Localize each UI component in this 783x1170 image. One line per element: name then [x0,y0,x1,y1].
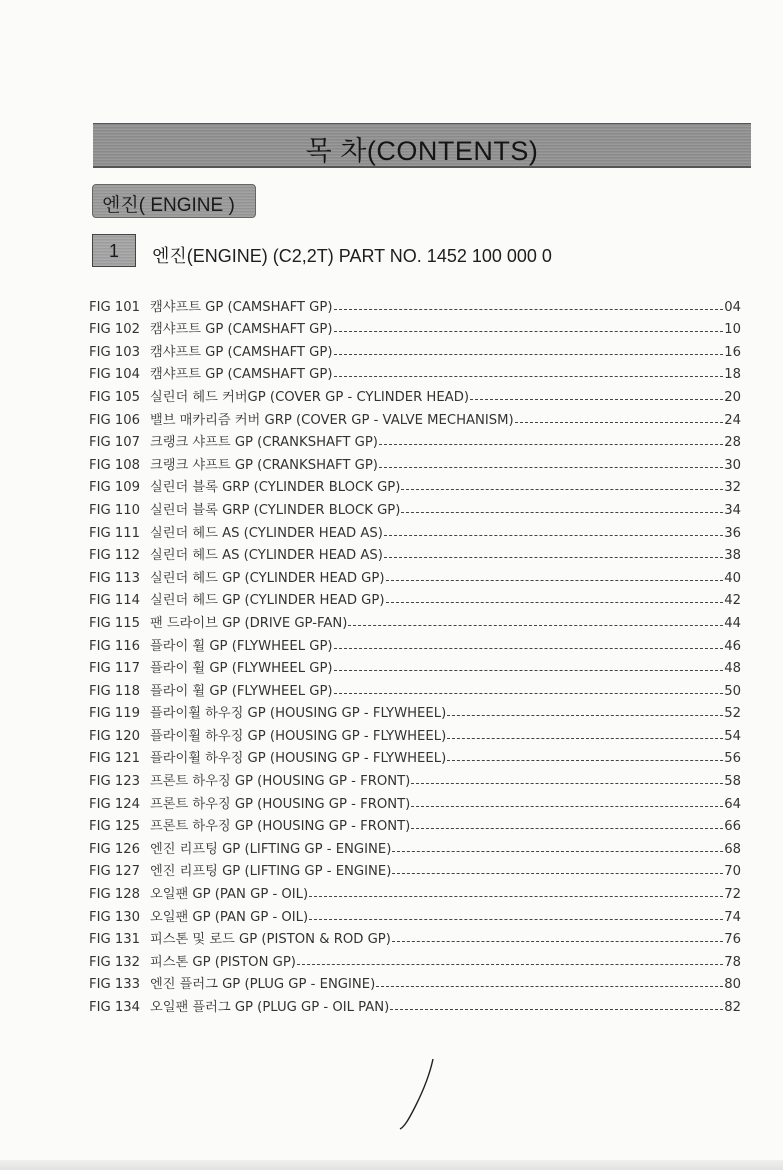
toc-entry [89,563,741,586]
handwritten-mark [392,1055,442,1135]
toc-entry [89,744,741,767]
toc-fig-number: FIG 130 [89,909,141,925]
toc-entry [89,699,741,722]
toc-entry [89,947,741,970]
toc-page-number: 50 [724,683,741,699]
toc-page-number: 58 [724,774,741,790]
toc-leader [334,670,723,671]
toc-title: 크랭크 샤프트 GP (CRANKSHAFT GP) [150,435,378,451]
toc-title: 프론트 하우징 GP (HOUSING GP - FRONT) [150,796,411,812]
toc-leader [386,602,724,603]
toc-leader [411,806,723,807]
toc-entry [89,405,741,428]
toc-page-number: 74 [724,909,741,925]
table-of-contents [89,292,741,1015]
toc-fig-number: FIG 131 [89,932,141,948]
toc-fig-number: FIG 134 [89,1000,141,1015]
toc-page-number: 56 [724,751,741,767]
toc-page-number: 34 [724,502,741,518]
toc-title: 실린더 헤드 AS (CYLINDER HEAD AS) [150,548,383,564]
toc-page-number: 40 [724,570,741,586]
toc-leader [309,919,723,920]
contents-title: 목 차(CONTENTS) [305,136,539,166]
toc-fig-number: FIG 103 [89,344,141,360]
toc-fig-number: FIG 132 [89,954,141,970]
toc-title: 팬 드라이브 GP (DRIVE GP-FAN) [150,615,348,631]
toc-entry [89,360,741,383]
toc-fig-number: FIG 116 [89,638,141,654]
toc-fig-number: FIG 123 [89,774,141,790]
toc-title: 실린더 블록 GRP (CYLINDER BLOCK GP) [150,502,401,518]
toc-leader [384,557,723,558]
toc-leader [297,964,723,965]
toc-entry [89,518,741,541]
toc-entry [89,812,741,835]
toc-leader [392,873,723,874]
toc-page-number: 70 [724,864,741,880]
toc-title: 캠샤프트 GP (CAMSHAFT GP) [150,299,333,315]
toc-page-number: 80 [724,977,741,993]
contents-title-bar [93,123,751,168]
part-number: 1 [108,241,119,261]
toc-title: 밸브 매카리즘 커버 GRP (COVER GP - VALVE MECHANISM) [150,412,514,428]
toc-leader [379,467,723,468]
toc-entry [89,766,741,789]
toc-fig-number: FIG 115 [89,615,141,631]
toc-title: 실린더 헤드 AS (CYLINDER HEAD AS) [150,525,383,541]
toc-fig-number: FIG 133 [89,977,141,993]
toc-leader [348,625,723,626]
toc-leader [334,693,723,694]
toc-title: 플라이 휠 GP (FLYWHEEL GP) [150,661,333,677]
toc-entry [89,495,741,518]
toc-fig-number: FIG 112 [89,548,141,564]
toc-page-number: 44 [724,615,741,631]
toc-fig-number: FIG 126 [89,841,141,857]
toc-fig-number: FIG 113 [89,570,141,586]
toc-entry [89,541,741,564]
toc-page-number: 18 [724,367,741,383]
toc-leader [515,422,723,423]
toc-page-number: 48 [724,661,741,677]
toc-fig-number: FIG 124 [89,796,141,812]
toc-entry [89,473,741,496]
toc-entry [89,608,741,631]
toc-entry [89,676,741,699]
toc-fig-number: FIG 118 [89,683,141,699]
toc-entry [89,337,741,360]
toc-title: 실린더 헤드 GP (CYLINDER HEAD GP) [150,593,385,609]
part-number-box [92,234,136,267]
toc-leader [379,444,723,445]
toc-entry [89,631,741,654]
toc-page-number: 04 [724,299,741,315]
toc-page-number: 82 [724,1000,741,1015]
toc-leader [376,986,723,987]
toc-leader [392,941,723,942]
toc-fig-number: FIG 128 [89,887,141,903]
toc-page-number: 28 [724,435,741,451]
toc-page-number: 20 [724,389,741,405]
toc-leader [401,489,723,490]
toc-page-number: 76 [724,932,741,948]
toc-page-number: 52 [724,706,741,722]
toc-leader [447,760,723,761]
toc-leader [447,738,723,739]
scan-edge [0,1160,783,1170]
toc-fig-number: FIG 107 [89,435,141,451]
toc-entry [89,721,741,744]
toc-entry [89,315,741,338]
toc-fig-number: FIG 117 [89,661,141,677]
toc-page-number: 54 [724,728,741,744]
toc-leader [401,512,723,513]
toc-title: 플라이휠 하우징 GP (HOUSING GP - FLYWHEEL) [150,751,447,767]
toc-fig-number: FIG 111 [89,525,141,541]
toc-title: 피스톤 및 로드 GP (PISTON & ROD GP) [150,932,391,948]
toc-fig-number: FIG 109 [89,480,141,496]
toc-title: 프론트 하우징 GP (HOUSING GP - FRONT) [150,819,411,835]
toc-leader [334,331,724,332]
toc-fig-number: FIG 108 [89,457,141,473]
toc-fig-number: FIG 110 [89,502,141,518]
toc-leader [411,783,723,784]
toc-title: 엔진 리프팅 GP (LIFTING GP - ENGINE) [150,864,392,880]
toc-entry [89,992,741,1015]
toc-entry [89,586,741,609]
toc-leader [334,309,724,310]
toc-leader [334,376,724,377]
toc-entry [89,857,741,880]
toc-page-number: 32 [724,480,741,496]
toc-title: 실린더 헤드 GP (CYLINDER HEAD GP) [150,570,385,586]
toc-page-number: 10 [724,322,741,338]
toc-fig-number: FIG 104 [89,367,141,383]
toc-title: 플라이휠 하우징 GP (HOUSING GP - FLYWHEEL) [150,706,447,722]
toc-page-number: 42 [724,593,741,609]
toc-title: 엔진 플러그 GP (PLUG GP - ENGINE) [150,977,376,993]
toc-title: 프론트 하우징 GP (HOUSING GP - FRONT) [150,774,411,790]
toc-page-number: 38 [724,548,741,564]
toc-page-number: 36 [724,525,741,541]
toc-entry [89,834,741,857]
toc-title: 실린더 블록 GRP (CYLINDER BLOCK GP) [150,480,401,496]
toc-page-number: 64 [724,796,741,812]
toc-leader [309,896,723,897]
toc-title: 플라이휠 하우징 GP (HOUSING GP - FLYWHEEL) [150,728,447,744]
toc-title: 오일팬 플러그 GP (PLUG GP - OIL PAN) [150,1000,390,1015]
toc-fig-number: FIG 105 [89,389,141,405]
toc-entry [89,925,741,948]
toc-title: 캠샤프트 GP (CAMSHAFT GP) [150,322,333,338]
toc-page-number: 24 [724,412,741,428]
toc-page-number: 66 [724,819,741,835]
section-label: 엔진( ENGINE ) [102,195,235,216]
toc-title: 캠샤프트 GP (CAMSHAFT GP) [150,367,333,383]
toc-title: 캠샤프트 GP (CAMSHAFT GP) [150,344,333,360]
part-heading: 엔진(ENGINE) (C2,2T) PART NO. 1452 100 000 0 [152,246,552,266]
toc-title: 오일팬 GP (PAN GP - OIL) [150,887,309,903]
toc-entry [89,654,741,677]
toc-entry [89,292,741,315]
toc-title: 오일팬 GP (PAN GP - OIL) [150,909,309,925]
toc-fig-number: FIG 120 [89,728,141,744]
toc-title: 엔진 리프팅 GP (LIFTING GP - ENGINE) [150,841,392,857]
toc-fig-number: FIG 119 [89,706,141,722]
toc-leader [386,580,724,581]
toc-fig-number: FIG 106 [89,412,141,428]
toc-title: 실린더 헤드 커버GP (COVER GP - CYLINDER HEAD) [150,389,469,405]
toc-entry [89,902,741,925]
toc-leader [390,1009,723,1010]
toc-page-number: 68 [724,841,741,857]
toc-fig-number: FIG 114 [89,593,141,609]
toc-title: 플라이 휠 GP (FLYWHEEL GP) [150,683,333,699]
toc-leader [384,535,723,536]
toc-entry [89,428,741,451]
toc-page-number: 72 [724,887,741,903]
toc-leader [392,851,723,852]
toc-fig-number: FIG 101 [89,299,141,315]
toc-leader [470,399,723,400]
toc-fig-number: FIG 127 [89,864,141,880]
toc-entry [89,382,741,405]
toc-fig-number: FIG 102 [89,322,141,338]
toc-page-number: 30 [724,457,741,473]
toc-leader [411,828,723,829]
toc-entry [89,789,741,812]
toc-entry [89,970,741,993]
toc-leader [334,354,724,355]
section-label-box [92,184,256,218]
toc-fig-number: FIG 121 [89,751,141,767]
toc-title: 피스톤 GP (PISTON GP) [150,954,296,970]
toc-leader [447,715,723,716]
toc-entry [89,450,741,473]
toc-page-number: 78 [724,954,741,970]
toc-page-number: 16 [724,344,741,360]
toc-page-number: 46 [724,638,741,654]
toc-fig-number: FIG 125 [89,819,141,835]
toc-entry [89,879,741,902]
toc-leader [334,648,723,649]
toc-title: 플라이 휠 GP (FLYWHEEL GP) [150,638,333,654]
toc-title: 크랭크 샤프트 GP (CRANKSHAFT GP) [150,457,378,473]
